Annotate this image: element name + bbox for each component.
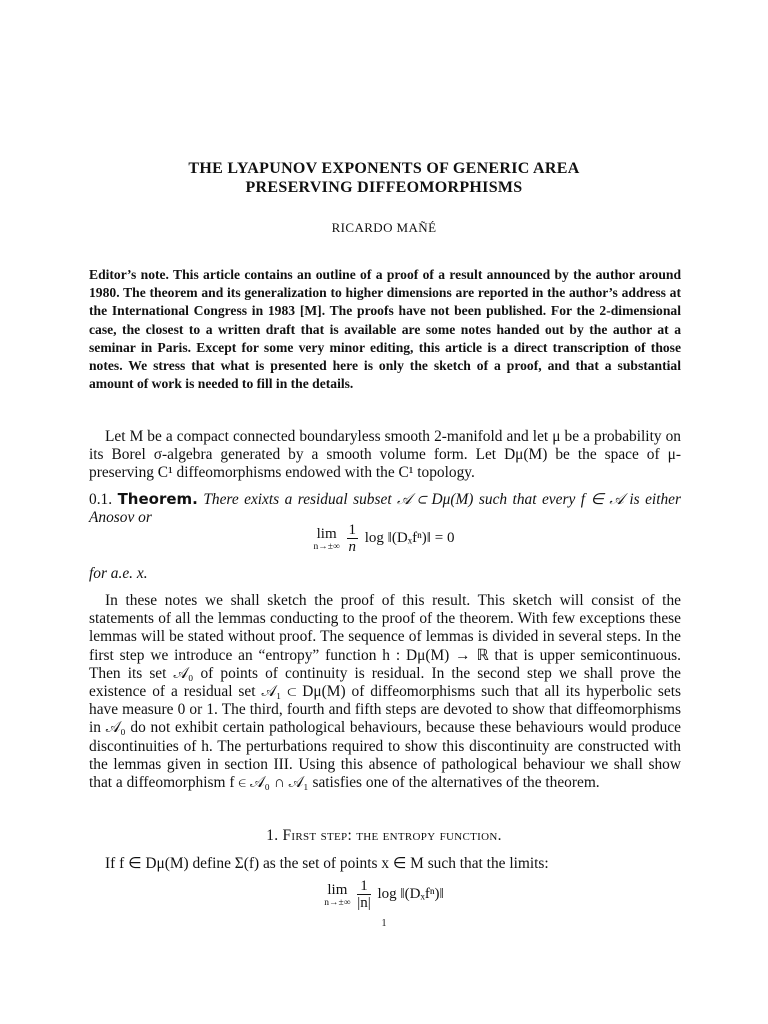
page-number: 1 (381, 918, 387, 929)
sketch-paragraph: In these notes we shall sketch the proof of this result. This sketch will consist of the statements of all the lemmas conducting to the proof of the theorem. With few exceptions these lemmas will be stated without proof. The sequence of lemmas is divided in several steps. In the first step we introduce an “entropy” function h : Dμ(M) → ℝ that is upper semicontinuous. Then its set 𝒜₀ of points of continuity is residual. In the second step we shall prove the existence of a residual set 𝒜₁ ⊂ Dμ(M) of diffeomorphisms such that all its hyperbolic sets have measure 0 or 1. The third, fourth and fifth steps are devoted to show that diffeomorphisms in 𝒜₀ do not exhibit certain pathological behaviours, because these behaviours would produce discontinuities of h. The perturbations required to show this discontinuity are constructed with the lemmas given in section III. Using this absence of pathological behaviour we shall show that a diffeomorphism f ∈ 𝒜₀ ∩ 𝒜₁ satisfies one of the alternatives of the theorem. (89, 592, 681, 792)
limit-operator (314, 526, 340, 552)
limit-symbol-2: lim (327, 881, 348, 898)
limit-symbol: lim (316, 525, 337, 542)
definition-paragraph: If f ∈ Dμ(M) define Σ(f) as the set of points x ∈ M such that the limits: (105, 855, 549, 872)
theorem-label: Theorem. (117, 490, 198, 508)
limit-formula (0, 878, 768, 911)
author-name: RICARDO MAÑÉ (331, 220, 437, 235)
section-number: 1. (266, 827, 279, 844)
paper-title-line-1: THE LYAPUNOV EXPONENTS OF GENERIC AREA (188, 160, 580, 177)
limit-operator-2 (324, 882, 350, 908)
fraction (347, 522, 359, 555)
theorem-tail: for a.e. x. (89, 565, 148, 582)
fraction-denominator-2: |n| (357, 895, 371, 911)
editor-note: Editor’s note. This article contains an outline of a proof of a result announced by the author around 1980. The theorem and its generalization to higher dimensions are reported in the author’s address at the International Congress in 1983 [M]. The proofs have not been published. For the 2-dimensional case, the closest to a written draft that is available are some notes handed out by the author at a seminar in Paris. Except for some very minor editing, this article is a direct transcription of those notes. We stress that what is presented here is only the sketch of a proof, and that a substantial amount of work is needed to fill in the details. (89, 267, 681, 392)
section-title: First step: the entropy function. (282, 827, 502, 844)
theorem-number: 0.1. (89, 491, 113, 508)
fraction-2 (357, 878, 371, 911)
fraction-numerator-2: 1 (357, 878, 371, 895)
intro-paragraph: Let M be a compact connected boundaryless smooth 2-manifold and let μ be a probability on its Borel σ-algebra generated by a smooth volume form. Let Dμ(M) be the space of μ-preserving C¹ diffeomorphisms endowed with the C¹ topology. (89, 428, 681, 482)
limit-subscript: n→±∞ (313, 541, 340, 552)
paper-title-line-2: PRESERVING DIFFEOMORPHISMS (245, 179, 523, 196)
formula-rest: log ‖(Dₓfⁿ)‖ = 0 (364, 529, 455, 546)
fraction-denominator: n (348, 539, 357, 555)
formula-rest-2: log ‖(Dₓfⁿ)‖ (377, 885, 444, 902)
fraction-numerator: 1 (348, 522, 357, 538)
theorem-formula (0, 522, 768, 555)
theorem-text: There exixts a residual subset 𝒜 ⊂ Dμ(M) such that every f ∈ 𝒜 is either Anosov or (89, 491, 681, 527)
limit-subscript-2: n→±∞ (324, 897, 351, 908)
section-heading (0, 827, 768, 845)
